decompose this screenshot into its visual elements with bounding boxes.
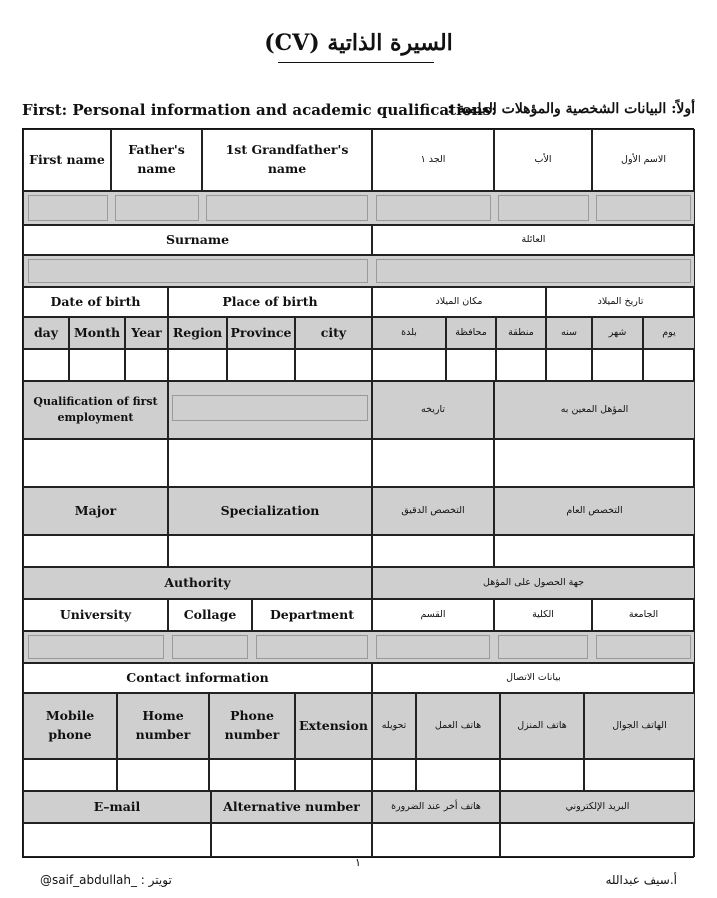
qualification-input[interactable] [23,439,168,487]
qualification-input-ar[interactable] [494,439,695,487]
date-of-birth-header-ar: تاريخ الميلاد [546,287,695,317]
month-input[interactable] [69,349,125,381]
footer-author: أ.سيف عبدالله [605,873,677,887]
father-name-input-ar[interactable] [498,195,589,221]
qualification-date-box [172,395,368,421]
city-header-ar: بلدة [372,317,446,349]
province-input[interactable] [227,349,295,381]
email-input-ar[interactable] [500,823,695,857]
phone-number-header: Phone number [209,693,295,759]
authority-header-ar: جهة الحصول على المؤهل [372,567,695,599]
first-name-input-ar[interactable] [596,195,691,221]
page-number: ١ [355,856,361,869]
region-input-ar[interactable] [496,349,546,381]
year-header-ar: سنه [546,317,592,349]
region-header-ar: منطقة [496,317,546,349]
grandfather-name-header-ar: الجد ١ [372,129,494,191]
college-input-ar[interactable] [498,635,588,659]
department-input-ar[interactable] [376,635,490,659]
city-header: city [295,317,372,349]
contact-header-ar: بيانات الاتصال [372,663,695,693]
month-header: Month [69,317,125,349]
extension-header-ar: تحويله [372,693,416,759]
day-input-ar[interactable] [643,349,695,381]
emergency-number-header-ar: هاتف أخر عند الضرورة [372,791,500,823]
extension-input-ar[interactable] [372,759,416,791]
year-input[interactable] [125,349,168,381]
surname-header-ar: العائلة [372,225,695,255]
region-input[interactable] [168,349,227,381]
work-phone-input-ar[interactable] [416,759,500,791]
emergency-number-input-ar[interactable] [372,823,500,857]
general-specialization-input-ar[interactable] [494,535,695,567]
title-underline [278,62,434,63]
qualification-appointed-header-ar: المؤهل المعين به [494,381,695,439]
email-input[interactable] [23,823,211,857]
authority-header: Authority [23,567,372,599]
fathers-name-input[interactable] [115,195,199,221]
section-title-ar: أولاً: البيانات الشخصية والمؤهلات العلمية : [447,101,695,117]
qualification-date-input-ar[interactable] [372,439,494,487]
month-header-ar: شهر [592,317,643,349]
first-name-header: First name [23,129,111,191]
place-of-birth-header-ar: مكان الميلاد [372,287,546,317]
university-input-ar[interactable] [596,635,691,659]
phone-number-input[interactable] [209,759,295,791]
province-header: Province [227,317,295,349]
footer-twitter-handle: @saif_abdullah_ : تويتر [40,873,172,887]
day-header: day [23,317,69,349]
specialization-input[interactable] [168,535,372,567]
alternative-number-input[interactable] [211,823,372,857]
email-header: E–mail [23,791,211,823]
contact-header: Contact information [23,663,372,693]
page-title: السيرة الذاتية (CV) [264,30,453,56]
fathers-name-header: Father's name [111,129,202,191]
qualification-first-employment-header: Qualification of first employment [23,381,168,439]
extension-input[interactable] [295,759,372,791]
extension-header: Extension [295,693,372,759]
qualification-date-header-ar: تاريخه [372,381,494,439]
province-header-ar: محافظة [446,317,496,349]
region-header: Region [168,317,227,349]
university-header: University [23,599,168,631]
home-number-input[interactable] [117,759,209,791]
home-number-header: Home number [117,693,209,759]
mobile-phone-input-ar[interactable] [584,759,695,791]
surname-input-ar[interactable] [376,259,691,283]
cv-form-table [22,128,694,858]
surname-input[interactable] [28,259,368,283]
home-phone-header-ar: هاتف المنزل [500,693,584,759]
home-phone-input-ar[interactable] [500,759,584,791]
grandfather-name-input-ar[interactable] [376,195,491,221]
college-header-ar: الكلية [494,599,592,631]
major-input[interactable] [23,535,168,567]
general-specialization-header-ar: التخصص العام [494,487,695,535]
mobile-phone-header-ar: الهاتف الجوال [584,693,695,759]
specialization-header-ar: التخصص الدقيق [372,487,494,535]
first-name-input[interactable] [28,195,108,221]
city-input-ar[interactable] [372,349,446,381]
city-input[interactable] [295,349,372,381]
day-header-ar: يوم [643,317,695,349]
email-header-ar: البريد الإلكتروني [500,791,695,823]
section-title-en: First: Personal information and academic qualifications: [22,101,497,119]
day-input[interactable] [23,349,69,381]
specialization-header: Specialization [168,487,372,535]
university-input[interactable] [28,635,164,659]
mobile-phone-input[interactable] [23,759,117,791]
grandfather-name-header: 1st Grandfather's name [202,129,372,191]
major-header: Major [23,487,168,535]
work-phone-header-ar: هاتف العمل [416,693,500,759]
qualification-date-input[interactable] [168,439,372,487]
mobile-phone-header: Mobile phone [23,693,117,759]
place-of-birth-header: Place of birth [168,287,372,317]
specialization-input-ar[interactable] [372,535,494,567]
father-name-header-ar: الأب [494,129,592,191]
first-name-header-ar: الاسم الأول [592,129,695,191]
year-input-ar[interactable] [546,349,592,381]
year-header: Year [125,317,168,349]
university-header-ar: الجامعة [592,599,695,631]
alternative-number-header: Alternative number [211,791,372,823]
collage-input[interactable] [172,635,248,659]
department-header: Department [252,599,372,631]
date-of-birth-header: Date of birth [23,287,168,317]
month-input-ar[interactable] [592,349,643,381]
grandfather-name-input[interactable] [206,195,368,221]
department-input[interactable] [256,635,368,659]
surname-header: Surname [23,225,372,255]
department-header-ar: القسم [372,599,494,631]
collage-header: Collage [168,599,252,631]
province-input-ar[interactable] [446,349,496,381]
